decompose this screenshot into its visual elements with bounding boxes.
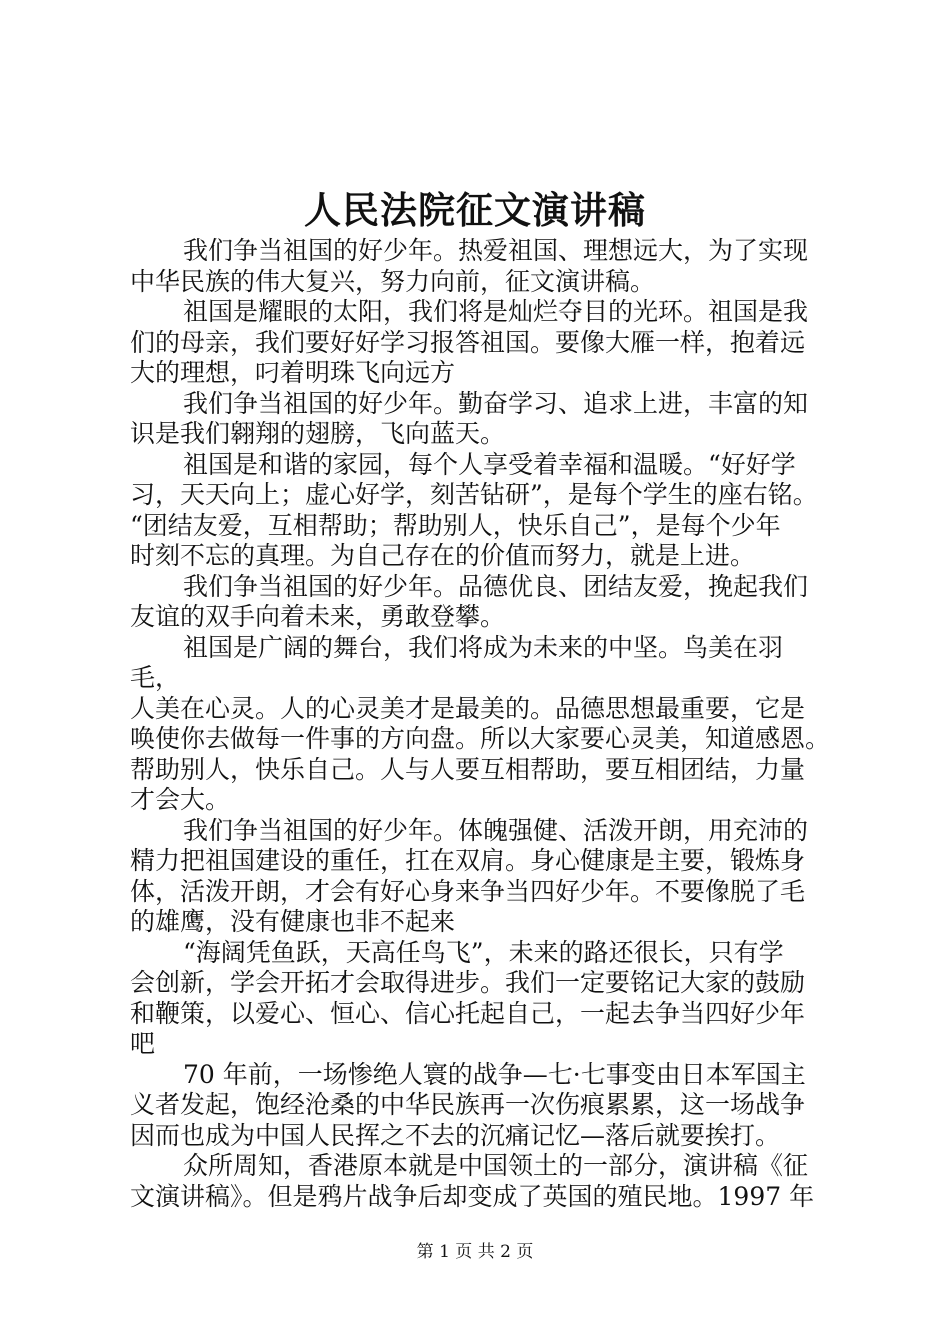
paragraph: 祖国是耀眼的太阳，我们将是灿烂夺目的光环。祖国是我 们的母亲，我们要好好学习报答祖国。要像大雁一样，抱着远 大的理想，叼着明珠飞向远方 <box>130 297 809 387</box>
paragraph: 祖国是和谐的家园，每个人享受着幸福和温暖。“好好学 习，天天向上；虚心好学，刻苦钻研”，是每个学生的座右铭。 “团结友爱，互相帮助；帮助别人，快乐自己”，是每个少年 时刻不忘的真理。为自己存在的价值而努力，就是上进。 <box>130 449 818 570</box>
page-number-footer: 第 1 页 共 2 页 <box>416 1242 534 1262</box>
paragraph: 我们争当祖国的好少年。品德优良、团结友爱，挽起我们 友谊的双手向着未来，勇敢登攀。 <box>130 571 809 631</box>
document-body <box>130 236 830 1212</box>
paragraph: 众所周知，香港原本就是中国领土的一部分，演讲稿《征 文演讲稿》。但是鸦片战争后却变成了英国的殖民地。1997 年 <box>130 1151 815 1211</box>
paragraph: “海阔凭鱼跃，天高任鸟飞”，未来的路还很长，只有学 会创新，学会开拓才会取得进步。我们一定要铭记大家的鼓励 和鞭策，以爱心、恒心、信心托起自己，一起去争当四好少年 吧 <box>130 937 806 1058</box>
paragraph: 70 年前，一场惨绝人寰的战争—七·七事变由日本军国主 义者发起，饱经沧桑的中华民族再一次伤痕累累，这一场战争 因而也成为中国人民挥之不去的沉痛记忆—落后就要挨打。 <box>130 1059 806 1150</box>
paragraph: 祖国是广阔的舞台，我们将成为未来的中坚。鸟美在羽毛， 人美在心灵。人的心灵美才是最美的。品德思想最重要，它是 唤使你去做每一件事的方向盘。所以大家要心灵美，知道感恩。 帮助别人，快乐自己。人与人要互相帮助，要互相团结，力量 才会大。 <box>130 632 831 814</box>
paragraph: 我们争当祖国的好少年。热爱祖国、理想远大，为了实现 中华民族的伟大复兴，努力向前，征文演讲稿。 <box>130 236 809 296</box>
document-title: 人民法院征文演讲稿 <box>304 188 646 232</box>
paragraph: 我们争当祖国的好少年。勤奋学习、追求上进，丰富的知 识是我们翱翔的翅膀，飞向蓝天。 <box>130 388 809 448</box>
paragraph: 我们争当祖国的好少年。体魄强健、活泼开朗，用充沛的 精力把祖国建设的重任，扛在双肩。身心健康是主要，锻炼身 体，活泼开朗，才会有好心身来争当四好少年。不要像脱了毛 的雄鹰，没有健康也非不起来 <box>130 815 809 936</box>
